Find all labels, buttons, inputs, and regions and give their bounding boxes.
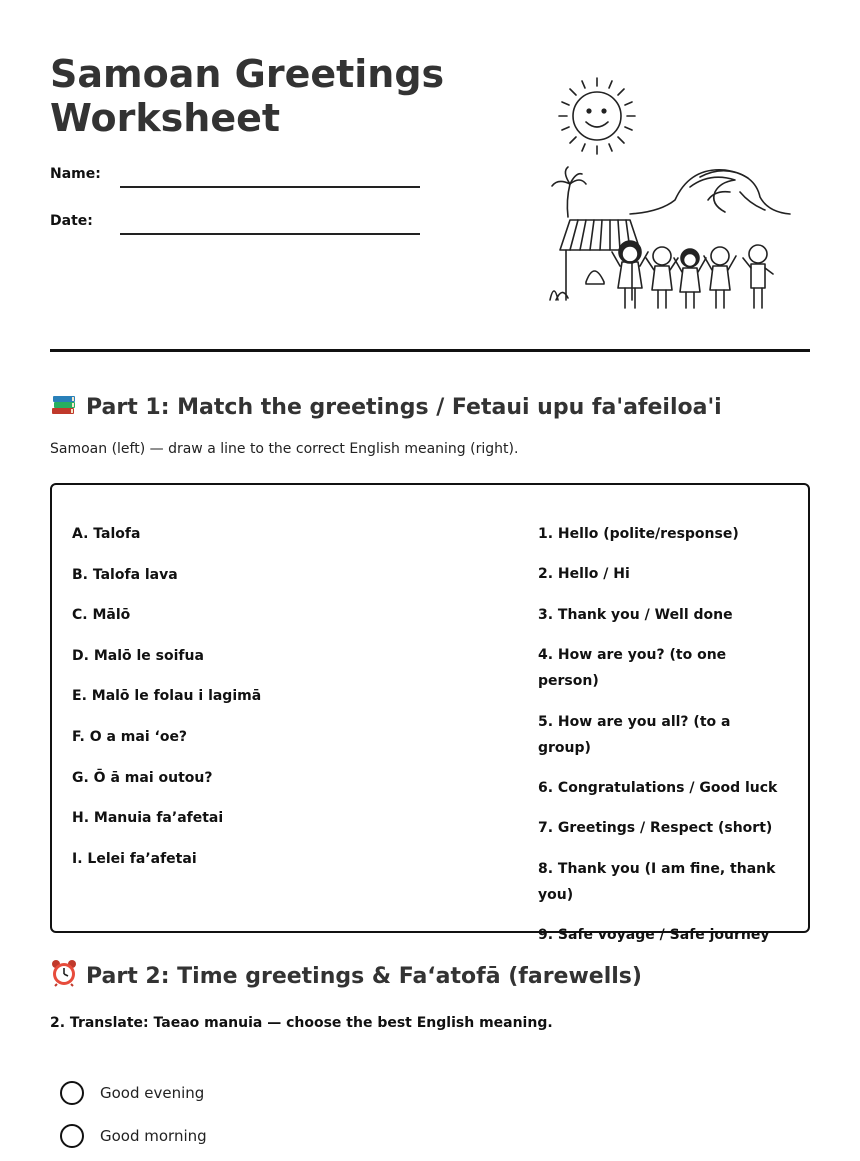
date-label: Date:: [50, 213, 93, 229]
english-item[interactable]: 5. How are you all? (to a group): [538, 713, 731, 756]
alarm-clock-emoji-icon: [50, 959, 78, 987]
option-good-evening[interactable]: [60, 1080, 204, 1106]
children-icon: [612, 241, 773, 308]
english-column: [538, 521, 788, 963]
name-label: Name:: [50, 166, 101, 182]
option-label: Good evening: [100, 1084, 205, 1102]
english-item[interactable]: 3. Thank you / Well done: [538, 606, 733, 623]
samoan-item[interactable]: D. Malō le soifua: [72, 647, 204, 664]
samoan-item[interactable]: C. Mālō: [72, 607, 131, 624]
samoan-item[interactable]: A. Talofa: [72, 526, 141, 542]
samoan-item[interactable]: H. Manuia fa’afetai: [72, 810, 224, 827]
option-good-morning[interactable]: [60, 1123, 207, 1149]
samoan-item[interactable]: F. O a mai ‘oe?: [72, 728, 188, 745]
sun-beach-fale-children-illustration: [540, 72, 800, 317]
samoan-item[interactable]: E. Malō le folau i lagimā: [72, 688, 262, 705]
name-field[interactable]: [120, 186, 420, 188]
part1-instruction: Samoan (left) — draw a line to the correct English meaning (right).: [50, 441, 519, 457]
page-title: Samoan Greetings Worksheet: [50, 52, 445, 140]
english-item[interactable]: 8. Thank you (I am fine, thank you): [538, 860, 776, 903]
radio-button[interactable]: [60, 1124, 84, 1148]
matching-box: [50, 483, 810, 944]
samoan-item[interactable]: G. Ō ā mai outou?: [72, 769, 213, 786]
samoan-column: [72, 521, 512, 886]
palm-tree-icon: [552, 167, 586, 217]
date-field[interactable]: [120, 233, 420, 235]
english-item[interactable]: 4. How are you? (to one person): [538, 647, 727, 690]
books-emoji-icon: [50, 390, 78, 418]
part2-question: 2. Translate: Taeao manuia — choose the best English meaning.: [50, 1015, 553, 1031]
english-item[interactable]: 6. Congratulations / Good luck: [538, 779, 778, 796]
english-item[interactable]: 2. Hello / Hi: [538, 566, 630, 583]
english-item[interactable]: 1. Hello (polite/response): [538, 526, 739, 542]
samoan-item[interactable]: B. Talofa lava: [72, 566, 178, 583]
section-divider: [50, 349, 810, 352]
wave-icon: [630, 170, 790, 214]
part2-heading-text: Part 2: Time greetings & Faʻatofā (farewells): [86, 964, 642, 989]
option-label: Good morning: [100, 1127, 207, 1145]
english-item[interactable]: 9. Safe voyage / Safe journey: [538, 927, 770, 944]
samoan-item[interactable]: I. Lelei fa’afetai: [72, 850, 197, 867]
part1-heading-text: Part 1: Match the greetings / Fetaui upu fa'afeiloa'i: [86, 395, 722, 420]
part1-heading: [50, 390, 722, 420]
radio-button[interactable]: [60, 1081, 84, 1105]
part2-heading: [50, 959, 642, 989]
sun-icon: [559, 78, 635, 154]
english-item[interactable]: 7. Greetings / Respect (short): [538, 820, 773, 837]
